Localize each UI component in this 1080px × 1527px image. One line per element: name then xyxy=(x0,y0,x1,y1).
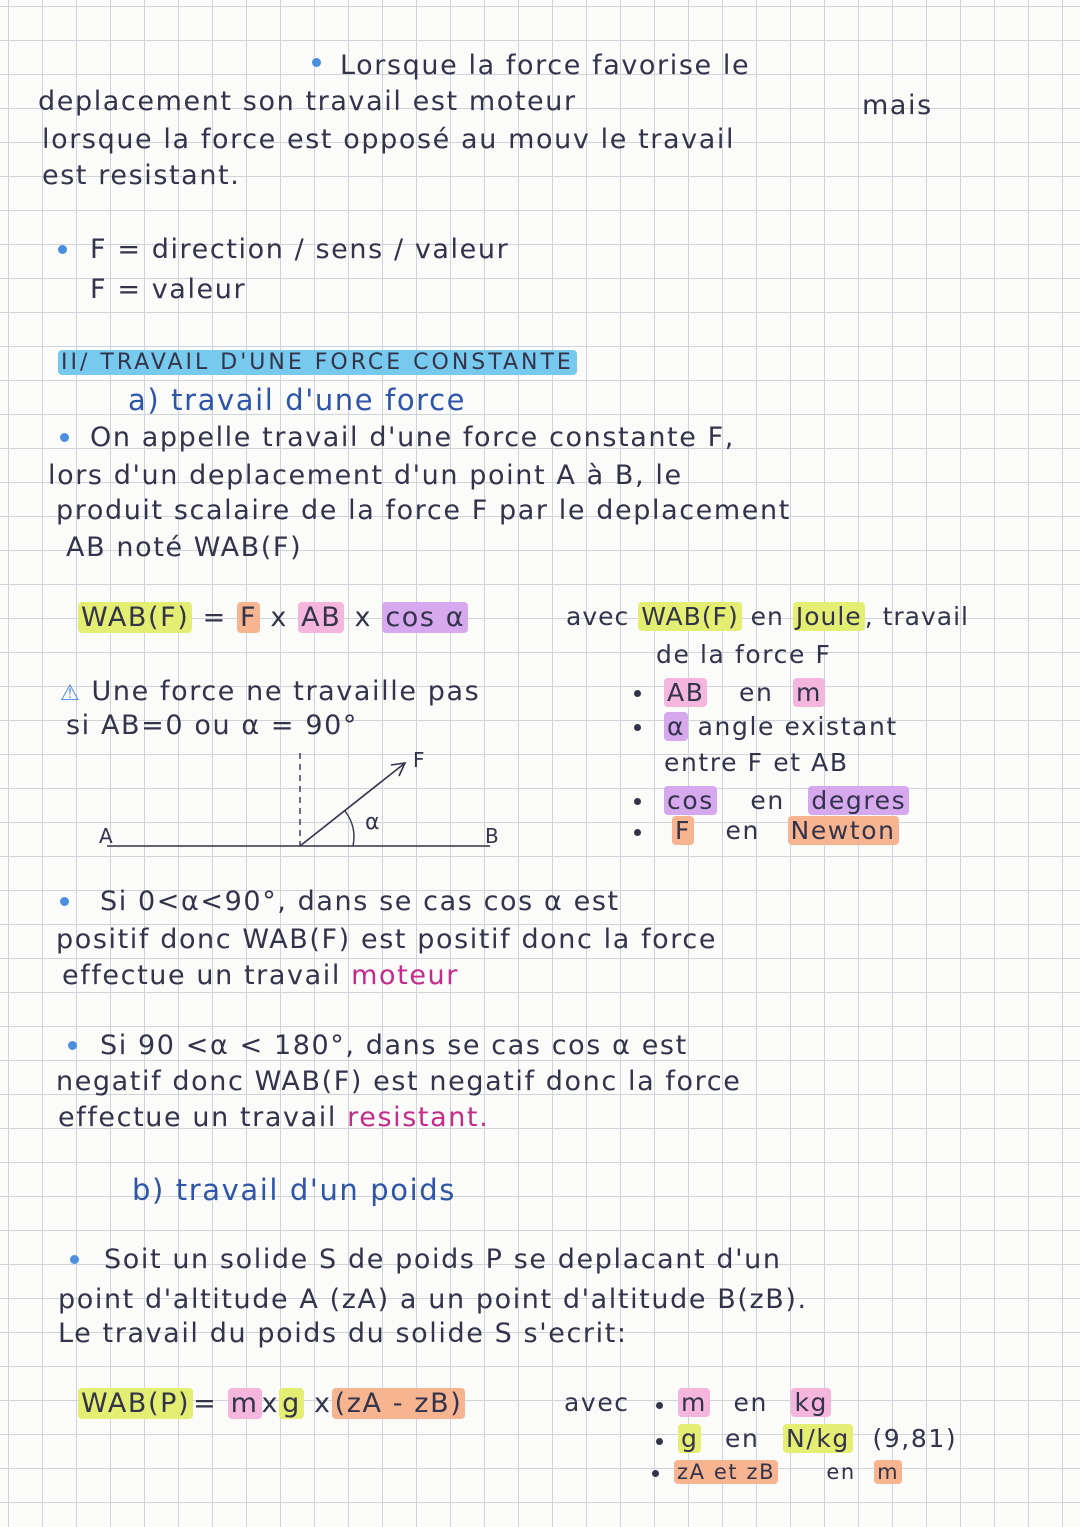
angle-arc xyxy=(345,811,354,846)
formula-de-force: de la force F xyxy=(656,640,832,669)
section-title-text: II/ TRAVAIL D'UNE FORCE CONSTANTE xyxy=(58,350,577,375)
bullet xyxy=(656,1402,663,1409)
bullet xyxy=(68,1041,77,1050)
legend1-f-en: en xyxy=(725,816,760,845)
label-b: B xyxy=(485,824,499,848)
intro-line-1: Lorsque la force favorise le xyxy=(340,50,751,81)
legend1-ab-term: AB xyxy=(664,678,707,707)
bullet xyxy=(634,798,641,805)
legend1-cos-en: en xyxy=(750,786,785,815)
legend1-f-term: F xyxy=(672,816,694,845)
vector-line-1: F = direction / sens / valeur xyxy=(90,234,510,265)
legend2-z-en: en xyxy=(826,1460,856,1484)
formula2-x: x xyxy=(314,1388,332,1419)
definition-line-4: AB noté WAB(F) xyxy=(66,532,303,563)
formula-en: en xyxy=(750,602,784,631)
weight-formula xyxy=(78,1390,465,1417)
bullet xyxy=(656,1438,663,1445)
case1-text: effectue un travail xyxy=(62,960,341,991)
legend1-cos-unit: degres xyxy=(808,786,909,815)
legend1-ab-unit: m xyxy=(793,678,825,707)
formula-x1: x xyxy=(270,602,288,633)
warning-line-2: si AB=0 ou α = 90° xyxy=(66,710,358,741)
legend2-z-unit: m xyxy=(874,1460,902,1484)
legend1-alpha xyxy=(664,714,898,739)
definition-line-2: lors d'un deplacement d'un point A à B, le xyxy=(48,460,683,491)
legend2-m-unit: kg xyxy=(791,1388,831,1417)
formula-joule: Joule xyxy=(793,602,865,631)
case2-text: effectue un travail xyxy=(58,1102,337,1133)
case1-line-3 xyxy=(62,962,459,989)
bullet xyxy=(60,897,69,906)
case2-line-1: Si 90 <α < 180°, dans se cas cos α est xyxy=(100,1030,688,1061)
legend2-g xyxy=(678,1426,957,1451)
legend2-m-term: m xyxy=(678,1388,710,1417)
subsection-a-title: a) travail d'une force xyxy=(128,383,467,417)
label-a: A xyxy=(99,824,113,848)
vector-line-2: F = valeur xyxy=(90,274,247,305)
formula-units xyxy=(566,604,969,629)
formula2-z: (zA - zB) xyxy=(332,1388,466,1419)
formula-ab: AB xyxy=(298,602,344,633)
legend1-alpha-extra: entre F et AB xyxy=(664,748,849,777)
legend1-cos-term: cos xyxy=(664,786,717,815)
legend1-f-unit: Newton xyxy=(788,816,899,845)
warning-text: Une force ne travaille pas xyxy=(91,676,481,707)
bullet xyxy=(312,58,321,67)
legend2-m xyxy=(678,1390,831,1415)
legend2-g-en: en xyxy=(725,1424,760,1453)
legend1-ab-en: en xyxy=(739,678,774,707)
force-angle-diagram xyxy=(95,745,535,855)
bullet xyxy=(70,1255,79,1264)
legend1-f xyxy=(672,818,899,843)
bullet xyxy=(60,433,69,442)
legend2-z-term: zA et zB xyxy=(674,1460,778,1484)
intro-line-2b: mais xyxy=(862,90,933,121)
b-line-3: Le travail du poids du solide S s'ecrit: xyxy=(58,1318,628,1349)
case2-line-2: negatif donc WAB(F) est negatif donc la force xyxy=(56,1066,742,1097)
intro-line-4: est resistant. xyxy=(42,160,241,191)
legend2-g-extra: (9,81) xyxy=(872,1424,958,1453)
formula-travail: , travail xyxy=(864,602,969,631)
legend2-g-unit: N/kg xyxy=(783,1424,853,1453)
work-formula xyxy=(78,604,468,631)
definition-line-3: produit scalaire de la force F par le deplacement xyxy=(56,495,791,526)
intro-line-3: lorsque la force est opposé au mouv le travail xyxy=(42,124,736,155)
legend2-g-term: g xyxy=(678,1424,701,1453)
formula2-xg: x xyxy=(261,1388,280,1419)
legend1-cos xyxy=(664,788,909,813)
formula2-m: m xyxy=(228,1388,262,1419)
bullet xyxy=(634,829,641,836)
warning-icon: ⚠ xyxy=(60,681,82,706)
formula-w2: WAB(F) xyxy=(638,602,742,631)
definition-line-1: On appelle travail d'une force constante F, xyxy=(90,422,735,453)
b-line-1: Soit un solide S de poids P se deplacant d'un xyxy=(104,1244,782,1275)
case1-moteur: moteur xyxy=(351,960,459,991)
formula-eq: = xyxy=(202,602,227,633)
subsection-b-title: b) travail d'un poids xyxy=(132,1173,456,1207)
force-vector xyxy=(300,763,405,846)
formula-x2: x xyxy=(354,602,373,633)
intro-line-2: deplacement son travail est moteur xyxy=(38,86,577,117)
formula2-g: g xyxy=(279,1388,304,1419)
case1-line-2: positif donc WAB(F) est positif donc la force xyxy=(56,924,718,955)
bullet xyxy=(634,724,641,731)
case1-line-1: Si 0<α<90°, dans se cas cos α est xyxy=(100,886,620,917)
legend2-m-en: en xyxy=(733,1388,768,1417)
bullet xyxy=(58,245,67,254)
legend1-alpha-desc: angle existant xyxy=(697,712,898,741)
legend2-z xyxy=(674,1462,902,1483)
case2-resistant: resistant. xyxy=(347,1102,490,1133)
formula-w: WAB(F) xyxy=(78,602,192,633)
formula2-eq: = xyxy=(193,1388,218,1419)
section-title xyxy=(58,352,577,374)
formula2-w: WAB(P) xyxy=(78,1388,193,1419)
bullet xyxy=(634,690,641,697)
formula-avec: avec xyxy=(566,602,630,631)
label-f: F xyxy=(413,748,425,772)
formula-cos: cos α xyxy=(382,602,468,633)
bullet xyxy=(652,1470,659,1477)
legend1-ab xyxy=(664,680,825,705)
warning-line-1 xyxy=(60,678,480,705)
case2-line-3 xyxy=(58,1104,489,1131)
legend1-alpha-term: α xyxy=(664,712,688,741)
formula2-avec: avec xyxy=(564,1388,630,1417)
label-alpha: α xyxy=(365,810,380,835)
b-line-2: point d'altitude A (zA) a un point d'altitude B(zB). xyxy=(58,1284,808,1315)
formula-f: F xyxy=(237,602,260,633)
